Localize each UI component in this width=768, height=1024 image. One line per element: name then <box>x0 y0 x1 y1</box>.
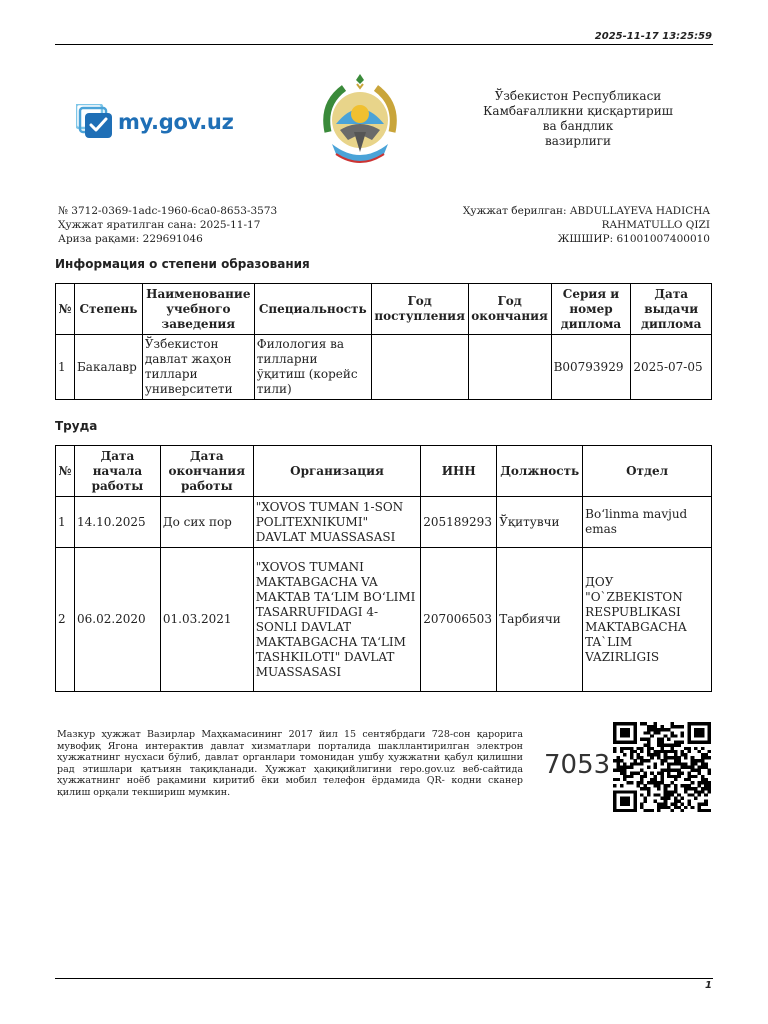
bottom-divider <box>55 978 713 979</box>
education-section-title: Информация о степени образования <box>55 257 310 271</box>
ministry-line: вазирлиги <box>544 134 612 148</box>
column-header: № <box>56 284 75 335</box>
top-divider <box>55 44 713 45</box>
table-cell: Ўқитувчи <box>497 497 583 548</box>
table-cell: 1 <box>56 335 75 400</box>
created-date: Ҳужжат яратилган сана: 2025-11-17 <box>58 219 261 231</box>
column-header: Должность <box>497 446 583 497</box>
table-cell: Филология ва тилларни ўқитиш (корейс тили) <box>254 335 371 400</box>
column-header: Наименование учебного заведения <box>142 284 254 335</box>
recipient-meta <box>420 204 710 246</box>
table-cell: 2025-07-05 <box>631 335 712 400</box>
table-cell: 207006503 <box>421 548 497 692</box>
table-cell: Бакалавр <box>74 335 142 400</box>
table-cell: 01.03.2021 <box>160 548 253 692</box>
ministry-line: Ўзбекистон Республикаси <box>494 89 662 103</box>
table-cell: 06.02.2020 <box>74 548 160 692</box>
application-number: Ариза рақами: 229691046 <box>58 233 203 245</box>
legal-disclaimer: Мазкур ҳужжат Вазирлар Маҳкамасининг 2017 йил 15 сентябрдаги 728-сон қарорига мувофиқ Ягона интерактив давлат хизматлари порталида шакллантирилган электрон ҳужжатнинг нусхаси бўлиб, давлат органлари томонидан ушбу ҳужжатни қабул қилишни рад этишлари қатъиян тақиқланади. Ҳужжат ҳақиқийлигини repo.gov.uz веб-сайтида ҳужжатнинг ноёб рақамини киритиб ёки мобил телефон ёрдамида QR- кодни сканер қилиш орқали текшириш мумкин. <box>57 729 523 798</box>
column-header: № <box>56 446 75 497</box>
ministry-line: ва бандлик <box>542 119 614 133</box>
table-cell: Ўзбекистон давлат жаҳон тиллари университети <box>142 335 254 400</box>
document-meta <box>58 204 277 246</box>
column-header: Дата окончания работы <box>160 446 253 497</box>
work-table <box>55 445 712 692</box>
pinfl: ЖШШИР: 61001007400010 <box>557 233 710 245</box>
education-table <box>55 283 712 400</box>
table-cell: "XOVOS TUMAN 1-SON POLITEXNIKUMI" DAVLAT MUASSASASI <box>253 497 421 548</box>
column-header: Дата начала работы <box>74 446 160 497</box>
document-number: № 3712-0369-1adc-1960-6ca0-8653-3573 <box>58 205 278 217</box>
column-header: Дата выдачи диплома <box>631 284 712 335</box>
table-row <box>56 497 712 548</box>
table-header-row <box>56 284 712 335</box>
qr-code-icon <box>613 722 711 812</box>
table-cell: 2 <box>56 548 75 692</box>
column-header: Степень <box>74 284 142 335</box>
state-emblem-icon <box>310 74 410 174</box>
column-header: Отдел <box>583 446 712 497</box>
ministry-name <box>466 89 690 149</box>
column-header: Организация <box>253 446 421 497</box>
logo-text: my.gov.uz <box>118 110 234 134</box>
mygov-check-icon <box>76 104 114 140</box>
table-cell: 1 <box>56 497 75 548</box>
table-row <box>56 335 712 400</box>
column-header: Год окончания <box>468 284 551 335</box>
table-cell <box>371 335 468 400</box>
column-header: Год поступления <box>371 284 468 335</box>
mygov-logo <box>76 104 234 140</box>
table-cell: До сих пор <box>160 497 253 548</box>
ministry-line: Камбағалликни қисқартириш <box>483 104 673 118</box>
table-cell: "XOVOS TUMANI MAKTABGACHA VA MAKTAB TA‘LIM BO‘LIMI TASARRUFIDAGI 4-SONLI DAVLAT MAKTABGACHA TA‘LIM TASHKILOTI" DAVLAT MUASSASASI <box>253 548 421 692</box>
table-cell: Тарбиячи <box>497 548 583 692</box>
table-cell: ДОУ "O`ZBEKISTON RESPUBLIKASI MAKTABGACHA TA`LIM VAZIRLIGIS <box>583 548 712 692</box>
timestamp: 2025-11-17 13:25:59 <box>594 31 712 42</box>
table-cell <box>468 335 551 400</box>
verification-code: 7053 <box>544 750 611 780</box>
table-cell: 205189293 <box>421 497 497 548</box>
table-cell: 14.10.2025 <box>74 497 160 548</box>
column-header: Серия и номер диплома <box>551 284 631 335</box>
issued-to-continued: RAHMATULLO QIZI <box>601 219 710 231</box>
table-row <box>56 548 712 692</box>
issued-to: Ҳужжат берилган: ABDULLAYEVA HADICHA <box>462 205 710 217</box>
table-cell: B00793929 <box>551 335 631 400</box>
table-header-row <box>56 446 712 497</box>
page-number: 1 <box>705 980 712 991</box>
column-header: Специальность <box>254 284 371 335</box>
table-cell: Bo‘linma mavjud emas <box>583 497 712 548</box>
column-header: ИНН <box>421 446 497 497</box>
work-section-title: Труда <box>55 419 98 433</box>
